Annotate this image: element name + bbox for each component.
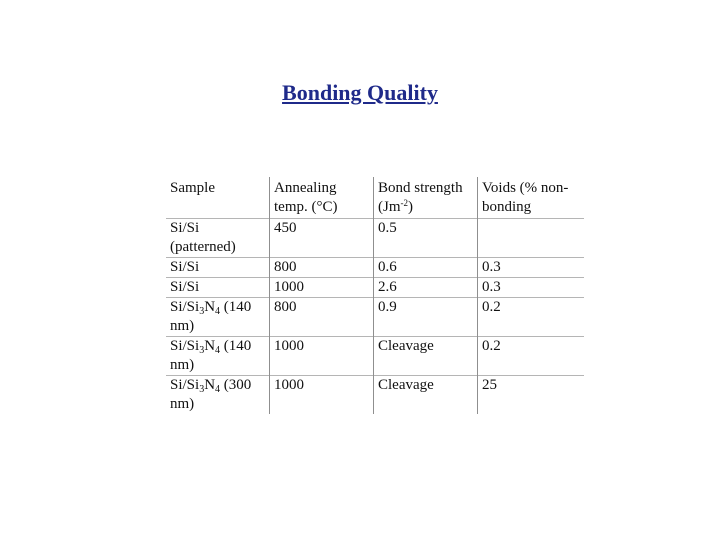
cell-voids: 0.2	[478, 298, 585, 337]
sample-text: N	[204, 338, 216, 354]
cell-sample	[166, 258, 270, 278]
table-row	[166, 298, 584, 337]
cell-annealing-temp: 1000	[270, 337, 374, 376]
cell-bond-strength: 0.9	[374, 298, 478, 337]
cell-annealing-temp: 450	[270, 219, 374, 258]
sample-text: (140 nm)	[170, 299, 252, 334]
sample-subscript: 3	[199, 345, 205, 356]
sample-text: Si/Si	[170, 377, 200, 393]
cell-annealing-temp: 1000	[270, 278, 374, 298]
cell-voids: 25	[478, 376, 585, 415]
sample-subscript: 3	[199, 306, 205, 317]
cell-bond-strength: 0.6	[374, 258, 478, 278]
cell-sample	[166, 219, 270, 258]
bond-strength-label: Bond strength (Jm	[378, 180, 463, 215]
sample-text: (300 nm)	[170, 377, 252, 412]
sample-subscript: 3	[199, 384, 205, 395]
cell-annealing-temp: 800	[270, 258, 374, 278]
cell-voids: 0.3	[478, 258, 585, 278]
header-annealing-temp: Annealing temp. (°C)	[270, 177, 374, 219]
cell-sample	[166, 278, 270, 298]
table-row	[166, 376, 584, 415]
slide-title: Bonding Quality	[282, 80, 438, 105]
cell-sample	[166, 376, 270, 415]
table-row	[166, 219, 584, 258]
table-row	[166, 337, 584, 376]
sample-subscript: 4	[215, 306, 221, 317]
cell-voids: 0.3	[478, 278, 585, 298]
bonding-quality-table	[166, 177, 584, 414]
cell-voids: 0.2	[478, 337, 585, 376]
header-sample: Sample	[170, 180, 215, 196]
sample-text: N	[204, 299, 216, 315]
sample-text: N	[204, 377, 216, 393]
sample-text: (140 nm)	[170, 338, 252, 373]
cell-annealing-temp: 800	[270, 298, 374, 337]
cell-bond-strength: Cleavage	[374, 376, 478, 415]
cell-sample	[166, 337, 270, 376]
sample-text: Si/Si (patterned)	[170, 220, 236, 255]
sample-subscript: 4	[215, 384, 221, 395]
cell-bond-strength: 0.5	[374, 219, 478, 258]
sample-text: Si/Si	[170, 259, 200, 275]
bond-strength-close: )	[408, 199, 413, 215]
table-header-row	[166, 177, 584, 219]
header-bond-strength	[374, 177, 478, 219]
bond-strength-exponent: -2	[400, 198, 408, 208]
sample-subscript: 4	[215, 345, 221, 356]
table-row	[166, 278, 584, 298]
cell-sample	[166, 298, 270, 337]
sample-text: Si/Si	[170, 279, 200, 295]
table-row	[166, 258, 584, 278]
cell-bond-strength: Cleavage	[374, 337, 478, 376]
header-voids: Voids (% non-bonding	[478, 177, 585, 219]
cell-bond-strength: 2.6	[374, 278, 478, 298]
cell-annealing-temp: 1000	[270, 376, 374, 415]
sample-text: Si/Si	[170, 338, 200, 354]
cell-voids	[478, 219, 585, 258]
sample-text: Si/Si	[170, 299, 200, 315]
